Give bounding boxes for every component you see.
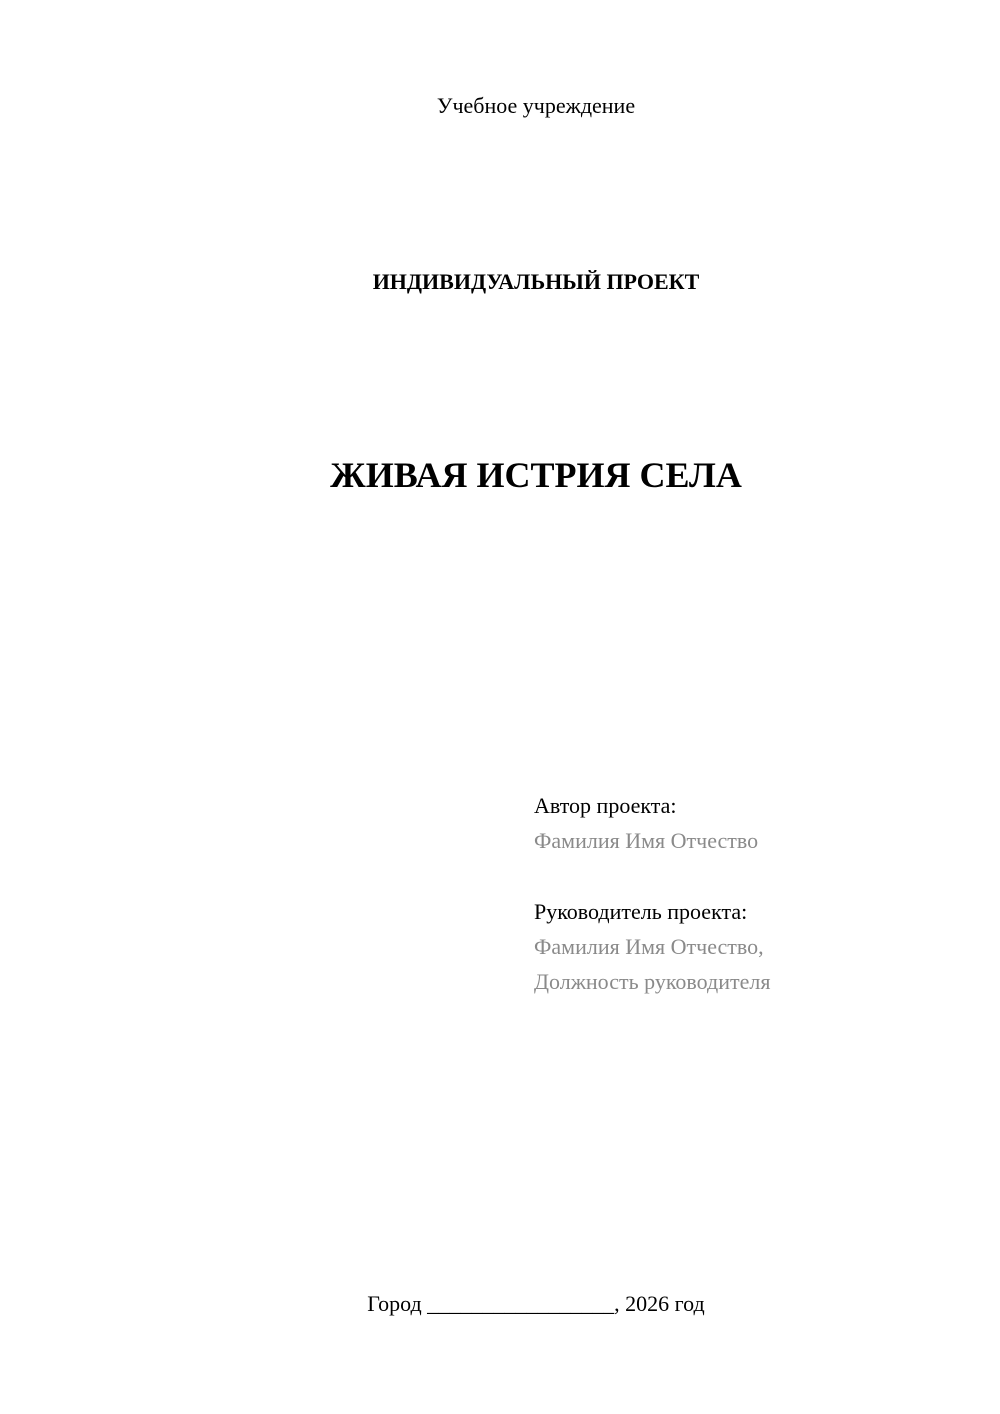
- author-name: Фамилия Имя Отчество: [534, 828, 759, 853]
- supervisor-name: Фамилия Имя Отчество,: [534, 934, 764, 959]
- author-label: Автор проекта:: [534, 793, 677, 818]
- supervisor-label: Руководитель проекта:: [534, 899, 748, 924]
- city-year-footer: Город _________________, 2026 год: [367, 1291, 705, 1316]
- supervisor-block: [534, 894, 974, 999]
- project-type-heading: ИНДИВИДУАЛЬНЫЙ ПРОЕКТ: [372, 269, 700, 294]
- author-block: [534, 788, 974, 858]
- institution-name: Учебное учреждение: [436, 93, 636, 118]
- project-title: ЖИВАЯ ИСТРИЯ СЕЛА: [330, 455, 742, 495]
- supervisor-position: Должность руководителя: [534, 969, 771, 994]
